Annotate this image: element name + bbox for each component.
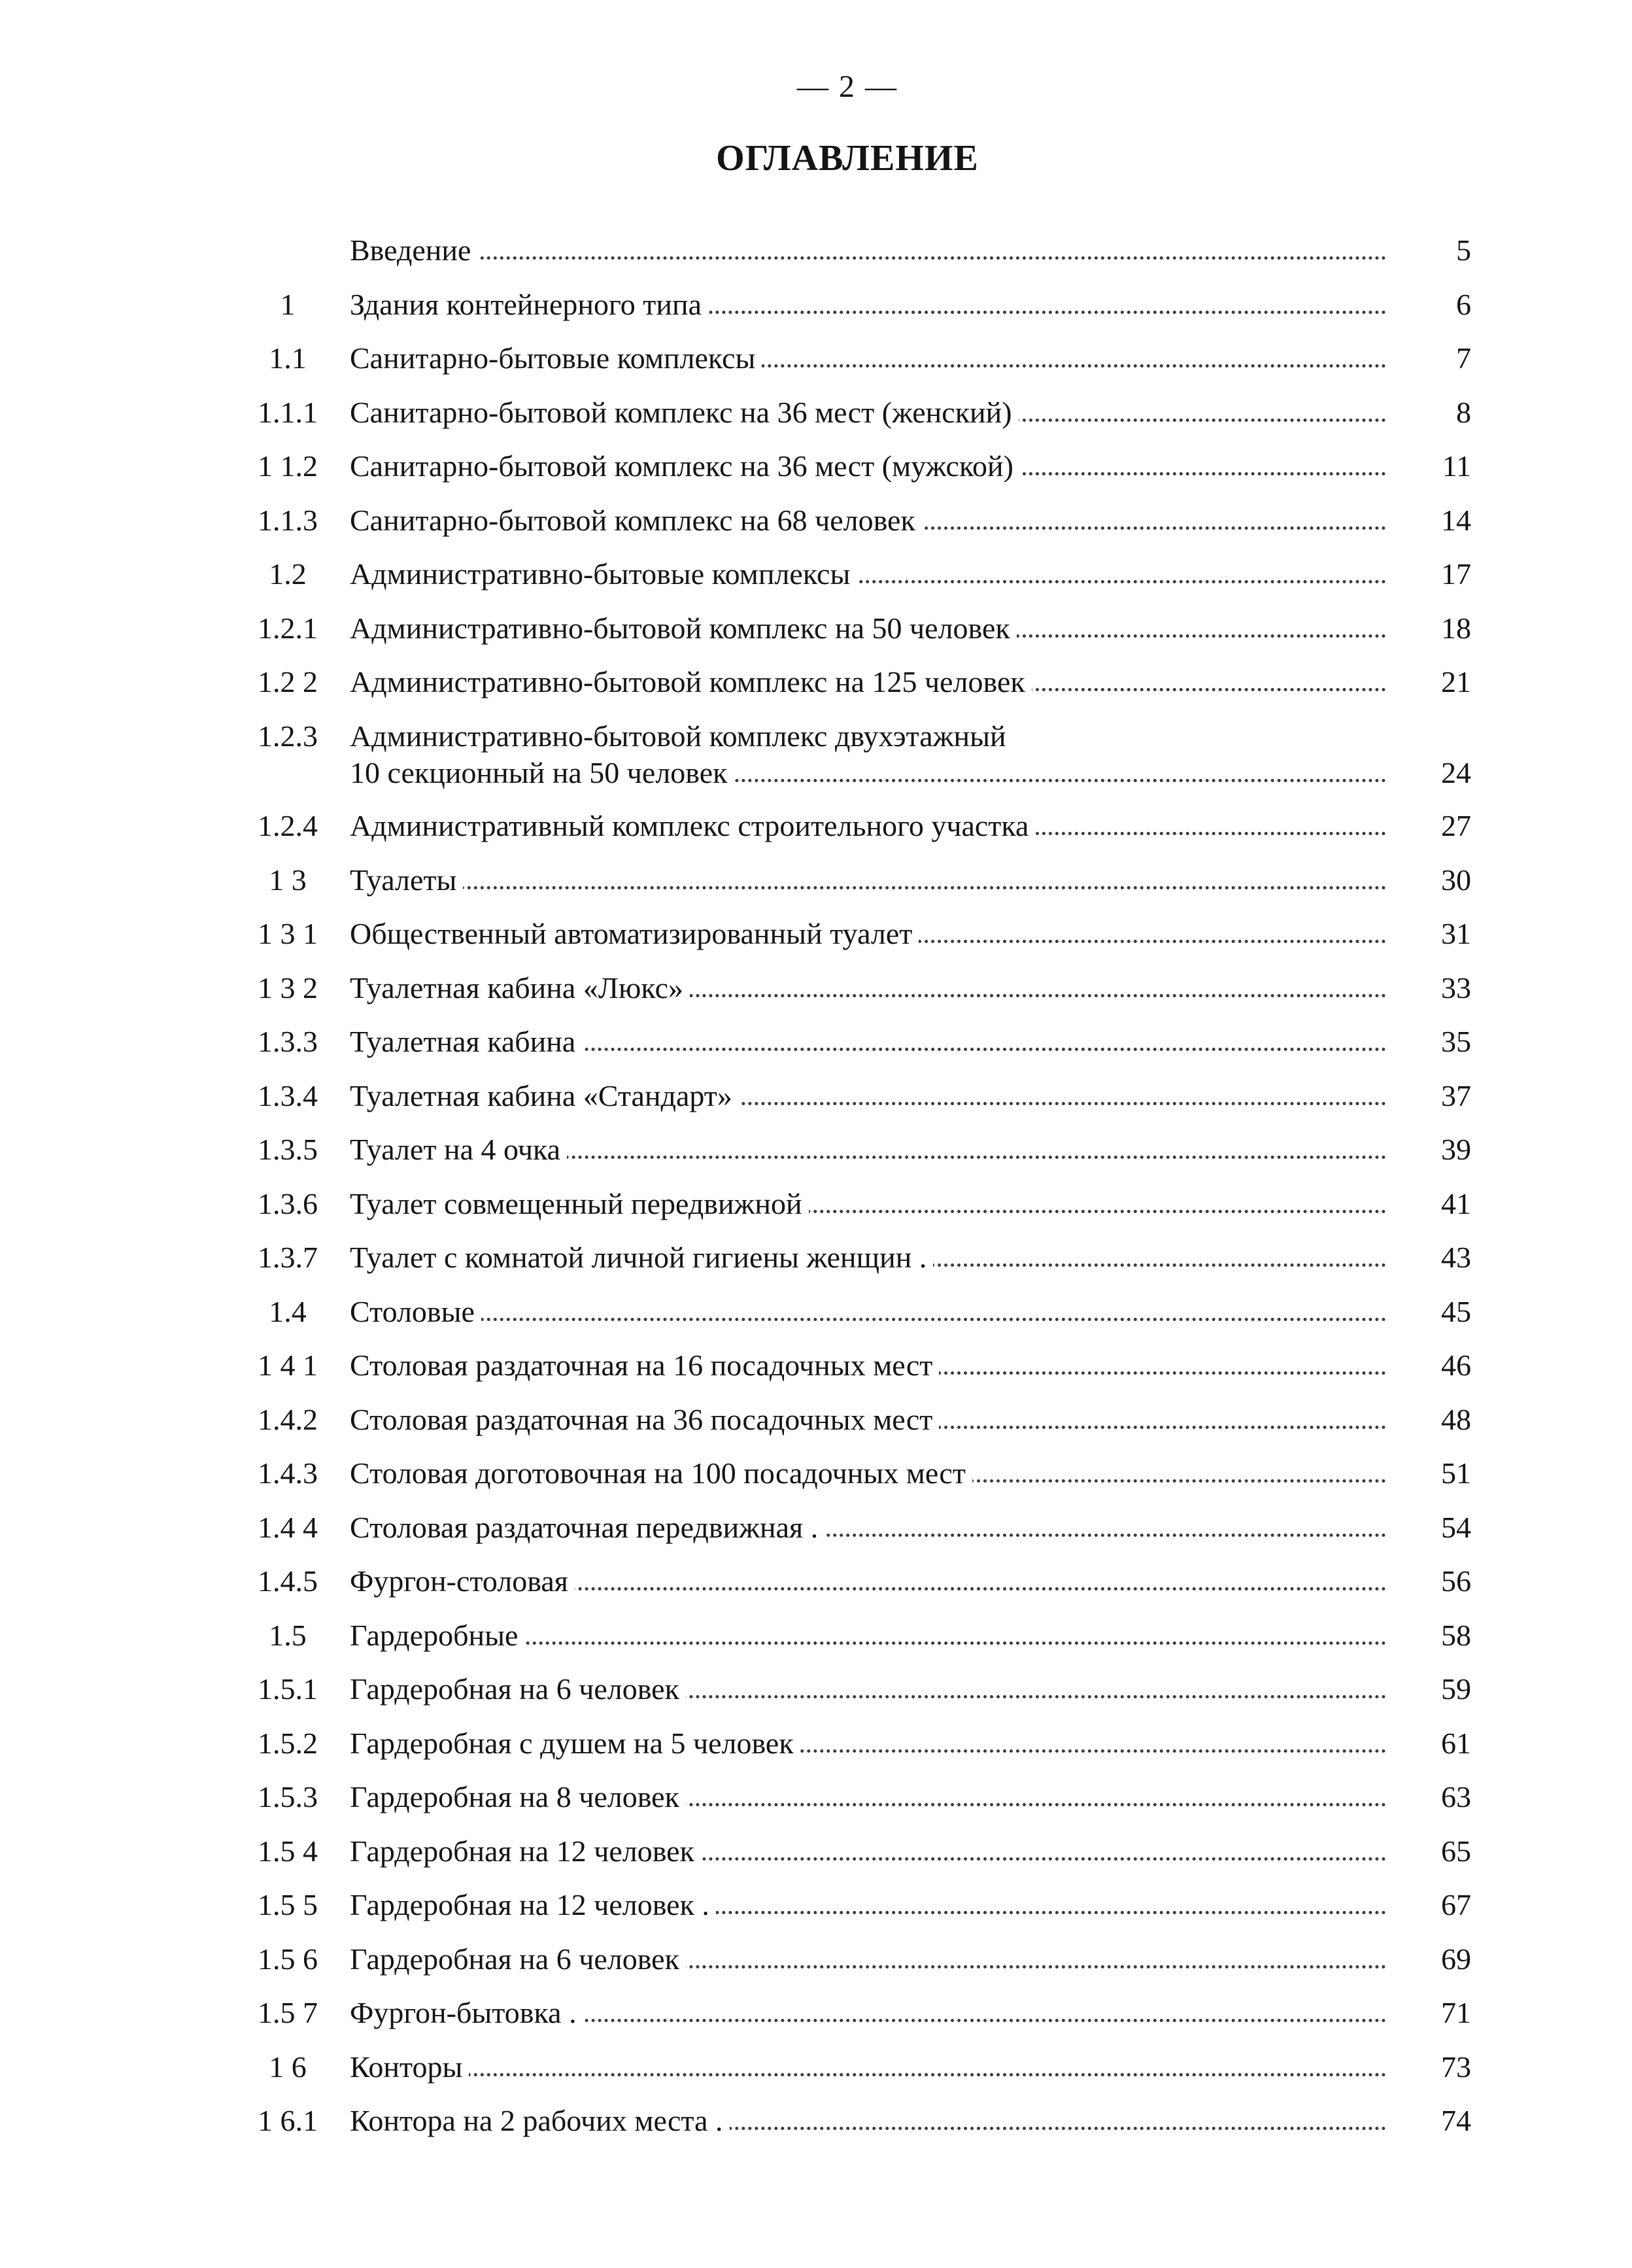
toc-entry-label: Административно-бытовой комплекс на 125 человек (350, 664, 1032, 700)
page-number: — 2 — (797, 69, 898, 104)
toc-entry-label: Административно-бытовой комплекс на 50 человек (350, 610, 1017, 647)
toc-entry-page: 56 (1441, 1564, 1471, 1598)
toc-entry-page: 35 (1441, 1025, 1471, 1058)
toc-entry-page: 37 (1441, 1078, 1471, 1112)
toc-entry-text (350, 1239, 1386, 1276)
toc-entry-page: 14 (1441, 503, 1471, 537)
toc-entry-number: 1.4 4 (258, 1510, 318, 1544)
toc-entry (0, 1563, 1632, 1600)
toc-entry-number: 1.3.5 (258, 1133, 318, 1166)
toc-entry-label: Туалеты (350, 862, 463, 899)
toc-entry-number: 1.5.2 (258, 1726, 318, 1760)
toc-entry-number: 1.4.2 (258, 1402, 318, 1436)
toc-entry-text (350, 1671, 1386, 1708)
toc-entry-page: 5 (1456, 233, 1471, 267)
toc-entry-text (350, 1779, 1386, 1815)
toc-entry-text (350, 1563, 1386, 1600)
toc-entry-page: 27 (1441, 809, 1471, 842)
toc-entry-text (350, 1078, 1386, 1114)
toc-entry-number: 1.2.3 (258, 719, 318, 753)
toc-entry-text (350, 1294, 1386, 1330)
toc-entry-number: 1 3 2 (258, 971, 318, 1005)
toc-entry-number: 1.2 2 (258, 665, 318, 698)
toc-entry-label-continued: 10 секционный на 50 человек (350, 755, 734, 791)
toc-entry-label: Административно-бытовой комплекс двухэтажный (350, 718, 1013, 755)
toc-entry-text (350, 1347, 1386, 1384)
toc-entry (0, 610, 1632, 647)
toc-entry (0, 556, 1632, 593)
toc-entry-page: 30 (1441, 863, 1471, 897)
toc-entry (0, 862, 1632, 899)
toc-entry-label: Гардеробная на 6 человек (350, 1941, 686, 1978)
toc-entry (0, 394, 1632, 431)
toc-entry (0, 2103, 1632, 2139)
toc-entry-page: 58 (1441, 1618, 1471, 1652)
toc-entry-label: Санитарно-бытовой комплекс на 36 мест (мужской) (350, 448, 1020, 485)
toc-entry-text (350, 1725, 1386, 1762)
toc-entry-number: 1 6.1 (258, 2104, 318, 2137)
toc-entry (0, 718, 1632, 791)
toc-entry (0, 970, 1632, 1006)
toc-entry-page: 39 (1441, 1133, 1471, 1166)
toc-entry-text (350, 232, 1386, 269)
toc-entry-label: Столовая раздаточная на 36 посадочных мест (350, 1401, 939, 1438)
toc-entry-text (350, 1186, 1386, 1222)
toc-entry-text (350, 970, 1386, 1006)
toc-entry-label: Фургон-столовая (350, 1563, 575, 1600)
toc-entry-page: 18 (1441, 611, 1471, 645)
toc-entry-text (350, 286, 1386, 323)
toc-entry-text (350, 2049, 1386, 2086)
toc-entry-text (350, 664, 1386, 700)
toc-entry-number: 1.1.3 (258, 503, 318, 537)
toc-entry-page: 74 (1441, 2104, 1471, 2137)
toc-entry-text (350, 502, 1386, 539)
toc-entry-number: 1.4 (269, 1294, 307, 1328)
toc-entry-number: 1 (280, 287, 296, 321)
toc-entry-label: Туалет с комнатой личной гигиены женщин . (350, 1239, 933, 1276)
toc-entry-text (350, 862, 1386, 899)
page-title: ОГЛАВЛЕНИЕ (716, 138, 979, 179)
toc-entry (0, 916, 1632, 952)
toc-entry-label: Столовые (350, 1294, 481, 1330)
toc-entry-page: 67 (1441, 1888, 1471, 1921)
toc-entry-number: 1 3 1 (258, 917, 318, 950)
toc-entry-number: 1.1.1 (258, 395, 318, 429)
toc-entry-page: 6 (1456, 287, 1471, 321)
toc-entry-page: 48 (1441, 1402, 1471, 1436)
toc-entry-page: 43 (1441, 1241, 1471, 1274)
toc-entry-label: Гардеробная с душем на 5 человек (350, 1725, 800, 1762)
toc-entry-text (350, 1941, 1386, 1978)
toc-entry (0, 2049, 1632, 2086)
toc-entry-label: Здания контейнерного типа (350, 286, 708, 323)
toc-entry (0, 1239, 1632, 1276)
toc-entry-text (350, 1509, 1386, 1546)
toc-entry (0, 1131, 1632, 1168)
toc-entry-text (350, 1995, 1386, 2031)
toc-entry-text (350, 394, 1386, 431)
toc-entry-label: Введение (350, 232, 477, 269)
toc-entry-label: Туалет на 4 очка (350, 1131, 567, 1168)
toc-entry-number: 1.2.1 (258, 611, 318, 645)
toc-entry-page: 59 (1441, 1672, 1471, 1706)
toc-entry-page: 11 (1442, 449, 1471, 483)
toc-entry-page: 24 (1441, 755, 1471, 789)
dot-leader (350, 1318, 1386, 1321)
toc-entry-label: Туалетная кабина (350, 1023, 582, 1060)
toc-entry (0, 808, 1632, 844)
toc-entry (0, 1455, 1632, 1492)
toc-entry-label: Конторы (350, 2049, 469, 2086)
toc-entry-page: 65 (1441, 1834, 1471, 1868)
toc-entry-page: 41 (1441, 1186, 1471, 1220)
toc-entry-label: Столовая раздаточная передвижная . (350, 1509, 824, 1546)
toc-entry-label: Санитарно-бытовые комплексы (350, 340, 762, 377)
toc-entry-text (350, 916, 1386, 952)
toc-entry-number: 1.5 (269, 1618, 307, 1652)
toc-entry-number: 1.1 (269, 341, 307, 375)
toc-entry-page: 45 (1441, 1294, 1471, 1328)
toc-entry (0, 664, 1632, 700)
toc-entry (0, 1995, 1632, 2031)
toc-entry-number: 1.2.4 (258, 809, 318, 842)
toc-entry-label: Фургон-бытовка . (350, 1995, 583, 2031)
toc-entry-number: 1.5 5 (258, 1888, 318, 1921)
toc-entry-page: 7 (1456, 341, 1471, 375)
toc-entry-label: Туалетная кабина «Стандарт» (350, 1078, 739, 1114)
toc-entry-label: Гардеробная на 12 человек . (350, 1887, 716, 1923)
toc-entry-label: Гардеробная на 12 человек (350, 1833, 701, 1870)
toc-entry-text (350, 2103, 1386, 2139)
toc-entry-text (350, 556, 1386, 593)
toc-entry-text (350, 448, 1386, 485)
toc-entry-number: 1.4.3 (258, 1456, 318, 1490)
toc-entry-number: 1.3.3 (258, 1025, 318, 1058)
toc-entry-page: 33 (1441, 971, 1471, 1005)
toc-entry (0, 286, 1632, 323)
toc-entry-page: 51 (1441, 1456, 1471, 1490)
toc-entry (0, 1347, 1632, 1384)
toc-entry-page: 21 (1441, 665, 1471, 698)
dot-leader (350, 256, 1386, 260)
toc-entry-number: 1.3.7 (258, 1241, 318, 1274)
toc-entry-number: 1.3.6 (258, 1186, 318, 1220)
toc-entry-number: 1.5.1 (258, 1672, 318, 1706)
toc-entry (0, 1617, 1632, 1654)
toc-entry-page: 31 (1441, 917, 1471, 950)
toc-entry (0, 340, 1632, 377)
toc-entry-text (350, 1887, 1386, 1923)
toc-entry-label: Гардеробные (350, 1617, 524, 1654)
toc-entry (0, 1779, 1632, 1815)
toc-entry-label: Санитарно-бытовой комплекс на 36 мест (женский) (350, 394, 1019, 431)
dot-leader (350, 886, 1386, 889)
toc-entry (0, 1941, 1632, 1978)
toc-entry-page: 61 (1441, 1726, 1471, 1760)
toc-entry-label: Гардеробная на 6 человек (350, 1671, 686, 1708)
toc-entry-number: 1.5.3 (258, 1780, 318, 1813)
toc-entry-label: Санитарно-бытовой комплекс на 68 человек (350, 502, 922, 539)
toc-entry-label: Общественный автоматизированный туалет (350, 916, 919, 952)
toc-entry-label: Туалет совмещенный передвижной (350, 1186, 809, 1222)
toc-entry (0, 232, 1632, 269)
toc-entry-number: 1.5 4 (258, 1834, 318, 1868)
toc-entry-text (350, 808, 1386, 844)
toc-entry-label: Столовая доготовочная на 100 посадочных мест (350, 1455, 972, 1492)
toc-entry-label: Гардеробная на 8 человек (350, 1779, 686, 1815)
toc-entry-number: 1.5 6 (258, 1942, 318, 1976)
toc-entry-text (350, 610, 1386, 647)
toc-entry-number: 1.5 7 (258, 1996, 318, 2029)
toc-entry (0, 1078, 1632, 1114)
toc-entry-page: 54 (1441, 1510, 1471, 1544)
toc-entry-page: 17 (1441, 557, 1471, 591)
toc-entry (0, 448, 1632, 485)
toc-entry-number: 1 4 1 (258, 1349, 318, 1382)
toc-entry-number: 1 3 (269, 863, 307, 897)
toc-entry-number: 1 1.2 (258, 449, 318, 483)
toc-entry (0, 1725, 1632, 1762)
toc-entry-page: 63 (1441, 1780, 1471, 1813)
toc-entry-text (350, 718, 1386, 791)
toc-entry (0, 1887, 1632, 1923)
toc-entry-text (350, 1401, 1386, 1438)
toc-entry-number: 1.2 (269, 557, 307, 591)
toc-entry-number: 1 6 (269, 2050, 307, 2084)
toc-entry-label: Столовая раздаточная на 16 посадочных мест (350, 1347, 939, 1384)
toc-entry-page: 71 (1441, 1996, 1471, 2029)
toc-entry-text (350, 1617, 1386, 1654)
dot-leader (350, 2073, 1386, 2076)
toc-entry-page: 8 (1456, 395, 1471, 429)
toc-entry (0, 502, 1632, 539)
toc-entry-label: Административный комплекс строительного участка (350, 808, 1035, 844)
toc-entry-page: 69 (1441, 1942, 1471, 1976)
toc-entry-text (350, 1131, 1386, 1168)
toc-entry (0, 1023, 1632, 1060)
toc-entry (0, 1833, 1632, 1870)
toc-entry (0, 1509, 1632, 1546)
toc-entry-number: 1.4.5 (258, 1564, 318, 1598)
toc-entry-text (350, 1023, 1386, 1060)
toc-entry-page: 46 (1441, 1349, 1471, 1382)
toc-entry-label: Контора на 2 рабочих места . (350, 2103, 730, 2139)
toc-entry-text (350, 1455, 1386, 1492)
toc-entry (0, 1401, 1632, 1438)
toc-entry (0, 1186, 1632, 1222)
toc-entry-label: Административно-бытовые комплексы (350, 556, 857, 593)
toc-entry-text (350, 1833, 1386, 1870)
toc-entry (0, 1294, 1632, 1330)
toc-entry-label: Туалетная кабина «Люкс» (350, 970, 690, 1006)
toc-entry-page: 73 (1441, 2050, 1471, 2084)
toc-entry (0, 1671, 1632, 1708)
toc-entry-number: 1.3.4 (258, 1078, 318, 1112)
toc-entry-text (350, 340, 1386, 377)
